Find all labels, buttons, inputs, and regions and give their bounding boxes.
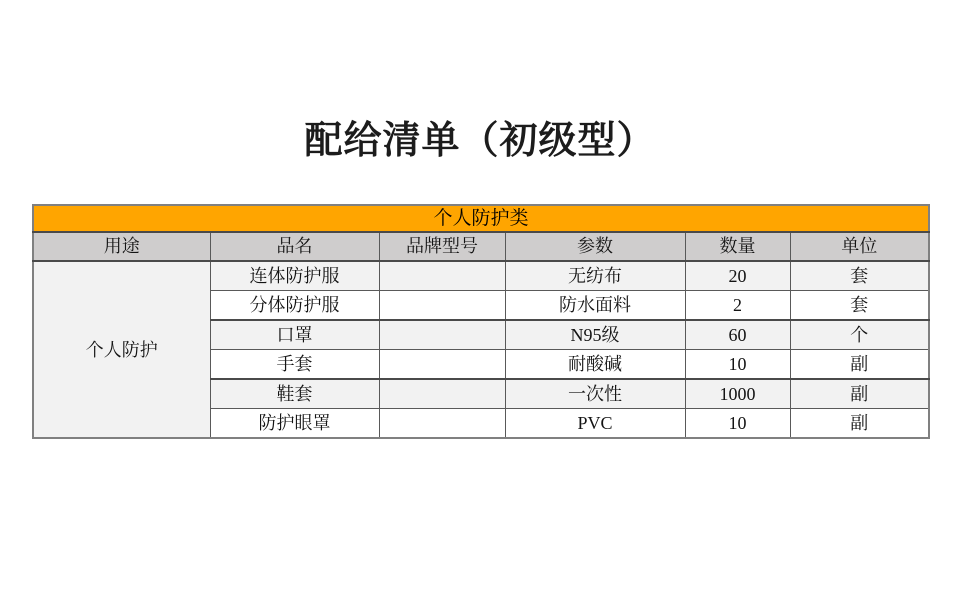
cell-unit: 个 <box>790 320 929 350</box>
cell-product: 连体防护服 <box>210 261 379 291</box>
cell-quantity: 10 <box>685 350 790 380</box>
cell-parameter: 耐酸碱 <box>505 350 685 380</box>
cell-product: 鞋套 <box>210 379 379 409</box>
column-header-product: 品名 <box>210 232 379 261</box>
category-header-row <box>33 205 929 232</box>
cell-brand <box>379 350 505 380</box>
supplies-table <box>32 204 930 439</box>
cell-parameter: 防水面料 <box>505 291 685 321</box>
cell-brand <box>379 291 505 321</box>
cell-brand <box>379 320 505 350</box>
column-header-usage: 用途 <box>33 232 210 261</box>
usage-group-cell: 个人防护 <box>33 261 210 438</box>
cell-product: 口罩 <box>210 320 379 350</box>
cell-quantity: 60 <box>685 320 790 350</box>
cell-brand <box>379 261 505 291</box>
column-header-row <box>33 232 929 261</box>
cell-quantity: 10 <box>685 409 790 439</box>
cell-quantity: 1000 <box>685 379 790 409</box>
cell-parameter: N95级 <box>505 320 685 350</box>
cell-unit: 副 <box>790 379 929 409</box>
cell-parameter: 无纺布 <box>505 261 685 291</box>
category-header-cell: 个人防护类 <box>33 205 929 232</box>
cell-parameter: 一次性 <box>505 379 685 409</box>
column-header-quantity: 数量 <box>685 232 790 261</box>
cell-product: 防护眼罩 <box>210 409 379 439</box>
cell-product: 分体防护服 <box>210 291 379 321</box>
cell-brand <box>379 379 505 409</box>
cell-unit: 副 <box>790 409 929 439</box>
page-title: 配给清单（初级型） <box>304 120 656 162</box>
cell-brand <box>379 409 505 439</box>
cell-quantity: 2 <box>685 291 790 321</box>
cell-unit: 套 <box>790 291 929 321</box>
cell-parameter: PVC <box>505 409 685 439</box>
column-header-unit: 单位 <box>790 232 929 261</box>
cell-quantity: 20 <box>685 261 790 291</box>
cell-product: 手套 <box>210 350 379 380</box>
column-header-brand: 品牌型号 <box>379 232 505 261</box>
table-row <box>33 261 929 291</box>
cell-unit: 套 <box>790 261 929 291</box>
cell-unit: 副 <box>790 350 929 380</box>
column-header-parameter: 参数 <box>505 232 685 261</box>
